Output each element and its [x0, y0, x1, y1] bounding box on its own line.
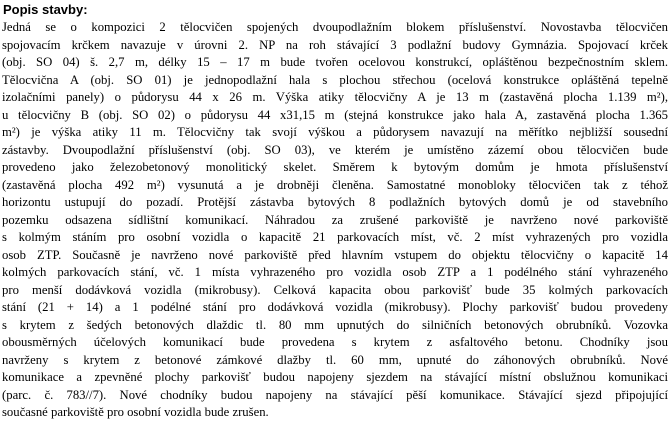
text-line: osob ZTP. Současně je navrženo nové parkoviště před hlavním vstupem do objektu tělocvičny o kapacitě 14 [2, 247, 668, 262]
document-page [2, 2, 668, 422]
text-line: pro menší dodávková vozidla (mikrobusy). Celková kapacita obou parkovišť bude 35 kolmých parkovacích [2, 282, 668, 297]
text-line: (zastavěná plocha 492 m²) vysunutá a je drobněji členěna. Samostatné monobloky tělocvičen tak z téhož [2, 177, 668, 192]
text-line: zástavby. Dvoupodlažní příslušenství (obj. SO 03), ve kterém je umístěno zázemí obou tělocvičen bude [2, 142, 668, 157]
text-line: s krytem z šedých betonových dlaždic tl. 80 mm upnutých do silničních betonových obrubníků. Vozovka [2, 317, 668, 332]
text-line: komunikace a zpevněné plochy parkovišť budou napojeny sjezdem na stávající místní obslužnou komunikaci [2, 370, 668, 384]
text-line: izolačními panely) o půdorysu 44 x 26 m. Výška atiky tělocvičny A je 13 m (zastavěná plocha 1.139 m²), [2, 90, 668, 104]
text-line: (obj. SO 04) š. 2,7 m, délky 15 – 17 m bude tvořen ocelovou konstrukcí, opláštěnou bezpečnostním sklem. [2, 55, 668, 69]
text-line: s kolmým stáním pro osobní vozidla o kapacitě 21 parkovacích míst, vč. 2 míst vyhrazených pro vozidla [2, 230, 668, 244]
text-line: kolmých parkovacích stání, vč. 1 místa vyhrazeného pro vozidla osob ZTP a 1 podélného stání vyhrazeného [2, 265, 668, 279]
text-line: stání (21 + 14) a 1 podélné stání pro dodávková vozidla (mikrobusy). Plochy parkovišť budou provedeny [2, 300, 668, 314]
text-line: obousměrných účelových komunikací bude provedena s krytem z asfaltového betonu. Chodníky jsou [2, 335, 668, 349]
text-line: (parc. č. 783//7). Nové chodníky budou napojeny na stávající pěší komunikace. Stávající sjezd připojující [2, 387, 668, 402]
text-line: navrženy s krytem z betonové zámkové dlažby tl. 60 mm, upnuté do záhonových obrubníků. Nové [2, 352, 668, 367]
text-line: pozemku odsazena sídlištní komunikací. Náhradou za zrušené parkoviště je navrženo nové parkoviště [2, 212, 668, 227]
section-heading: Popis stavby: [3, 2, 88, 17]
text-line: provedeno jako železobetonový monolitický skelet. Směrem k bytovým domům je hmota příslušenství [2, 160, 668, 174]
text-line: u tělocvičny B (obj. SO 02) o půdorysu 44 x31,15 m (stejná konstrukce jako hala A, zastavěná plocha 1.365 [2, 107, 668, 122]
text-line: spojovacím krčkem navazuje v úrovni 2. NP na roh stávající 3 podlažní budovy Gymnázia. Spojovací krček [2, 37, 668, 52]
text-line: Jedná se o kompozici 2 tělocvičen spojených dvoupodlažním blokem příslušenství. Novostavba tělocvičen [2, 20, 668, 34]
text-line: současné parkoviště pro osobní vozidla bude zrušen. [2, 405, 269, 419]
text-line: Tělocvična A (obj. SO 01) je jednopodlažní hala s plochou střechou (ocelová konstrukce opláštěná tepelně [2, 72, 668, 87]
description-paragraph [2, 19, 668, 422]
text-line: horizontu ustupují do pozadí. Protější zástavba bytových 8 podlažních bytových domů je od stavebního [2, 195, 668, 209]
text-line: m²) je výška atiky 11 m. Tělocvičny tak svojí výškou a půdorysem navazují na měřítko nejbližší sousední [2, 125, 668, 139]
